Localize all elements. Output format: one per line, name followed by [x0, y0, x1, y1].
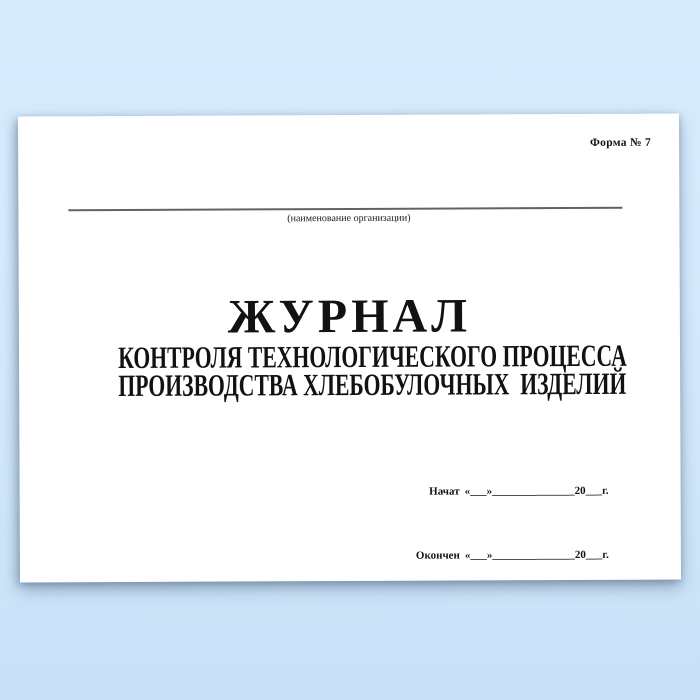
date-finished-blank: «___»_______________20___г. [464, 548, 609, 562]
journal-cover-page [18, 114, 681, 583]
date-started-blank: «___»_______________20___г. [464, 484, 609, 497]
journal-title: ЖУРНАЛ [227, 289, 472, 344]
journal-subtitle-line1: КОНТРОЛЯ ТЕХНОЛОГИЧЕСКОГО ПРОЦЕССА [118, 337, 627, 376]
date-finished-label: Окончен [415, 549, 460, 562]
date-finished-row [394, 523, 609, 588]
date-fields-block [393, 459, 609, 589]
form-number-label: Форма № 7 [589, 136, 652, 149]
journal-subtitle [19, 337, 680, 404]
organization-name-caption: (наименование организации) [287, 212, 411, 225]
organization-name-line [68, 207, 622, 211]
date-started-label: Начат [429, 485, 460, 498]
date-started-row [393, 459, 608, 524]
journal-subtitle-line2: ПРОИЗВОДСТВА ХЛЕБОБУЛОЧНЫХ ИЗДЕЛИЙ [118, 365, 627, 404]
